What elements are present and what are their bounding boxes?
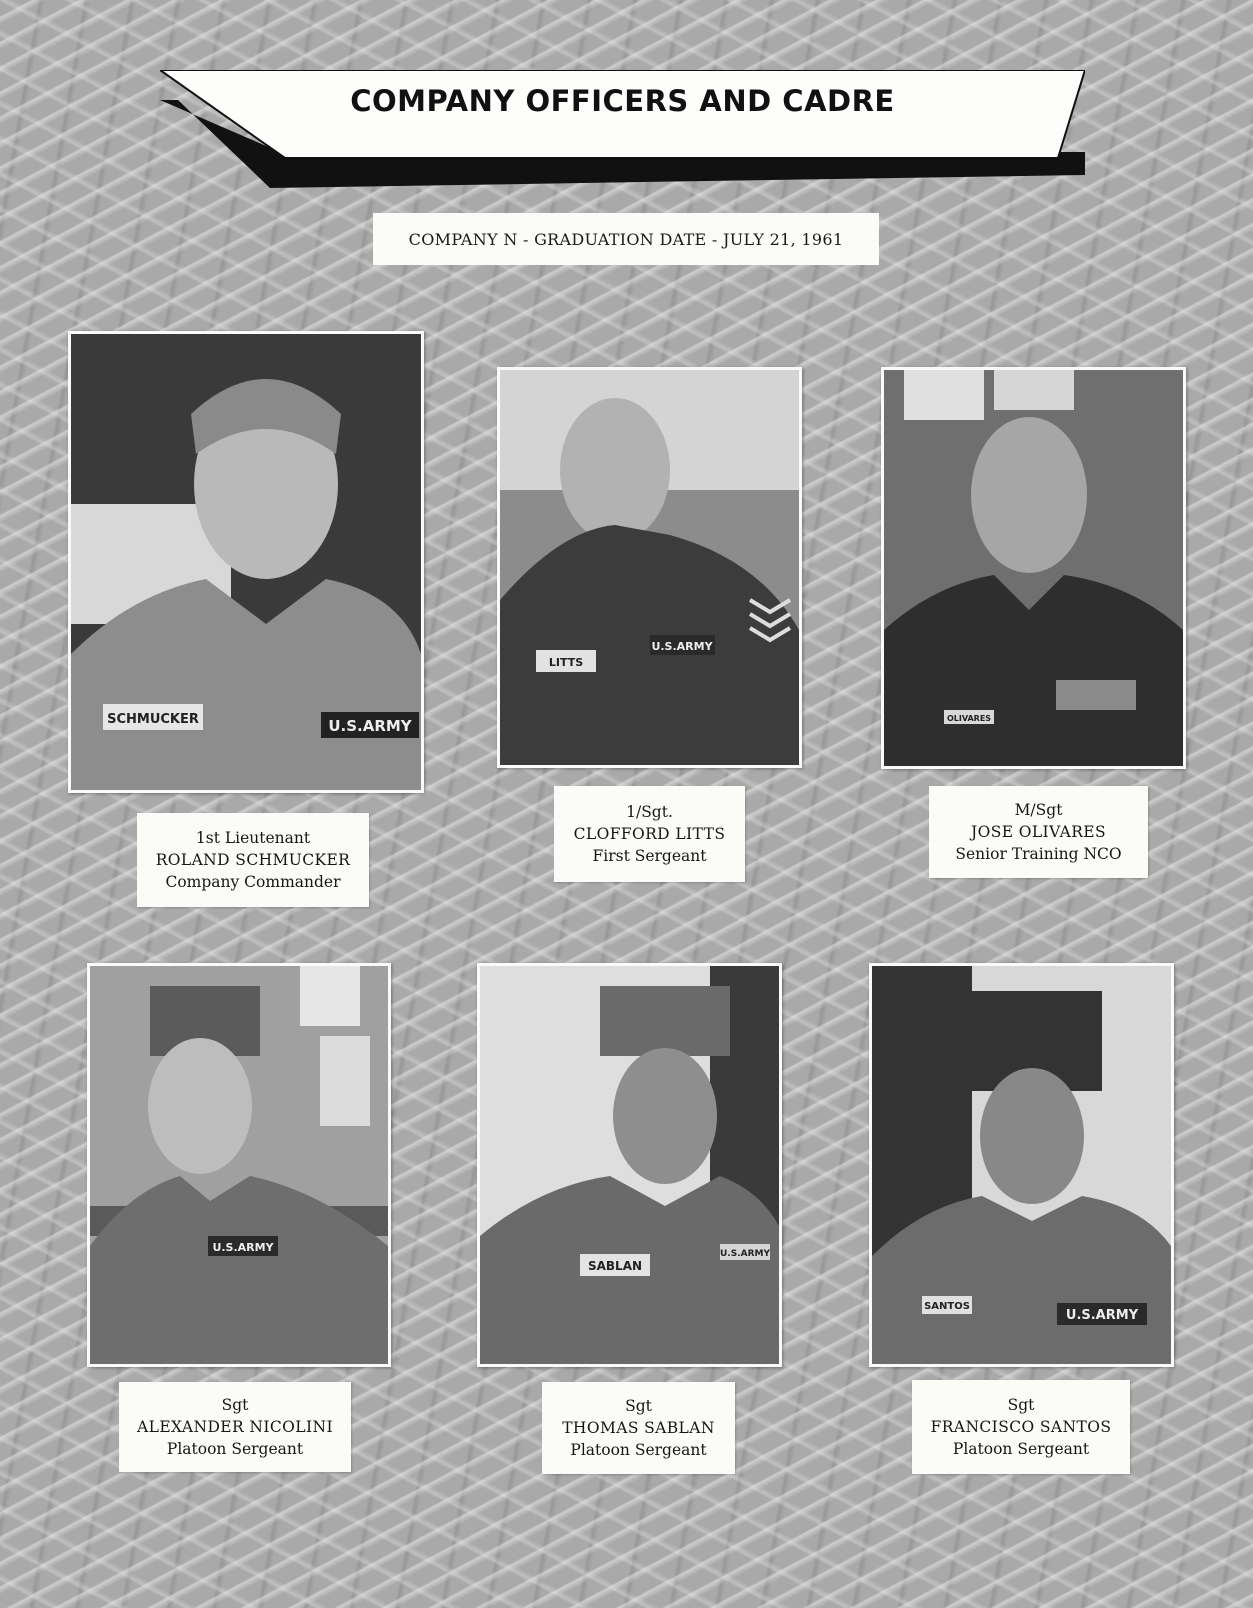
caption-name: ALEXANDER NICOLINI [137, 1418, 333, 1436]
caption-name: FRANCISCO SANTOS [930, 1418, 1112, 1436]
portrait-photo-sablan [477, 963, 782, 1367]
name-tape-text: OLIVARES [946, 714, 992, 723]
caption-nicolini [119, 1382, 351, 1472]
caption-role: Company Commander [165, 873, 341, 891]
caption-role: Senior Training NCO [955, 845, 1122, 863]
portrait-photo-santos [869, 963, 1174, 1367]
caption-rank: 1st Lieutenant [195, 829, 311, 847]
caption-name: CLOFFORD LITTS [573, 825, 726, 843]
portrait-photo-litts [497, 367, 802, 768]
caption-rank: Sgt [1007, 1396, 1035, 1414]
caption-rank: M/Sgt [1014, 801, 1063, 819]
portrait-image [500, 370, 799, 765]
portrait-photo-nicolini [87, 963, 391, 1367]
caption-sablan [542, 1382, 735, 1474]
graduation-subtitle: COMPANY N - GRADUATION DATE - JULY 21, 1961 [373, 213, 879, 265]
portrait-image [90, 966, 388, 1364]
caption-rank: 1/Sgt. [626, 803, 673, 821]
army-tape-text: U.S.ARMY [328, 717, 412, 735]
caption-role: Platoon Sergeant [952, 1440, 1090, 1458]
name-tape-text: SANTOS [924, 1301, 970, 1312]
name-tape-text: LITTS [548, 656, 584, 669]
caption-name: THOMAS SABLAN [562, 1419, 715, 1437]
portrait-image [884, 370, 1183, 766]
caption-rank: Sgt [625, 1397, 652, 1415]
title-banner [160, 70, 1085, 190]
caption-name: ROLAND SCHMUCKER [155, 851, 351, 869]
portrait-photo-olivares [881, 367, 1186, 769]
caption-schmucker [137, 813, 369, 907]
army-tape-text: U.S.ARMY [720, 1249, 770, 1259]
name-tape-text: SABLAN [587, 1259, 643, 1273]
army-tape-text: U.S.ARMY [651, 640, 713, 653]
portrait-image [480, 966, 779, 1364]
caption-santos [912, 1380, 1130, 1474]
caption-role: Platoon Sergeant [166, 1440, 304, 1458]
army-tape-text: U.S.ARMY [212, 1241, 274, 1254]
caption-rank: Sgt [221, 1396, 249, 1414]
caption-role: Platoon Sergeant [570, 1441, 707, 1459]
army-tape-text: U.S.ARMY [1065, 1308, 1139, 1323]
caption-litts [554, 786, 745, 882]
caption-role: First Sergeant [592, 847, 707, 865]
portrait-image [872, 966, 1171, 1364]
portrait-image [71, 334, 421, 790]
page-title: COMPANY OFFICERS AND CADRE [350, 84, 895, 118]
portrait-photo-schmucker [68, 331, 424, 793]
caption-name: JOSE OLIVARES [970, 823, 1107, 841]
caption-olivares [929, 786, 1148, 878]
name-tape-text: SCHMUCKER [107, 712, 199, 727]
